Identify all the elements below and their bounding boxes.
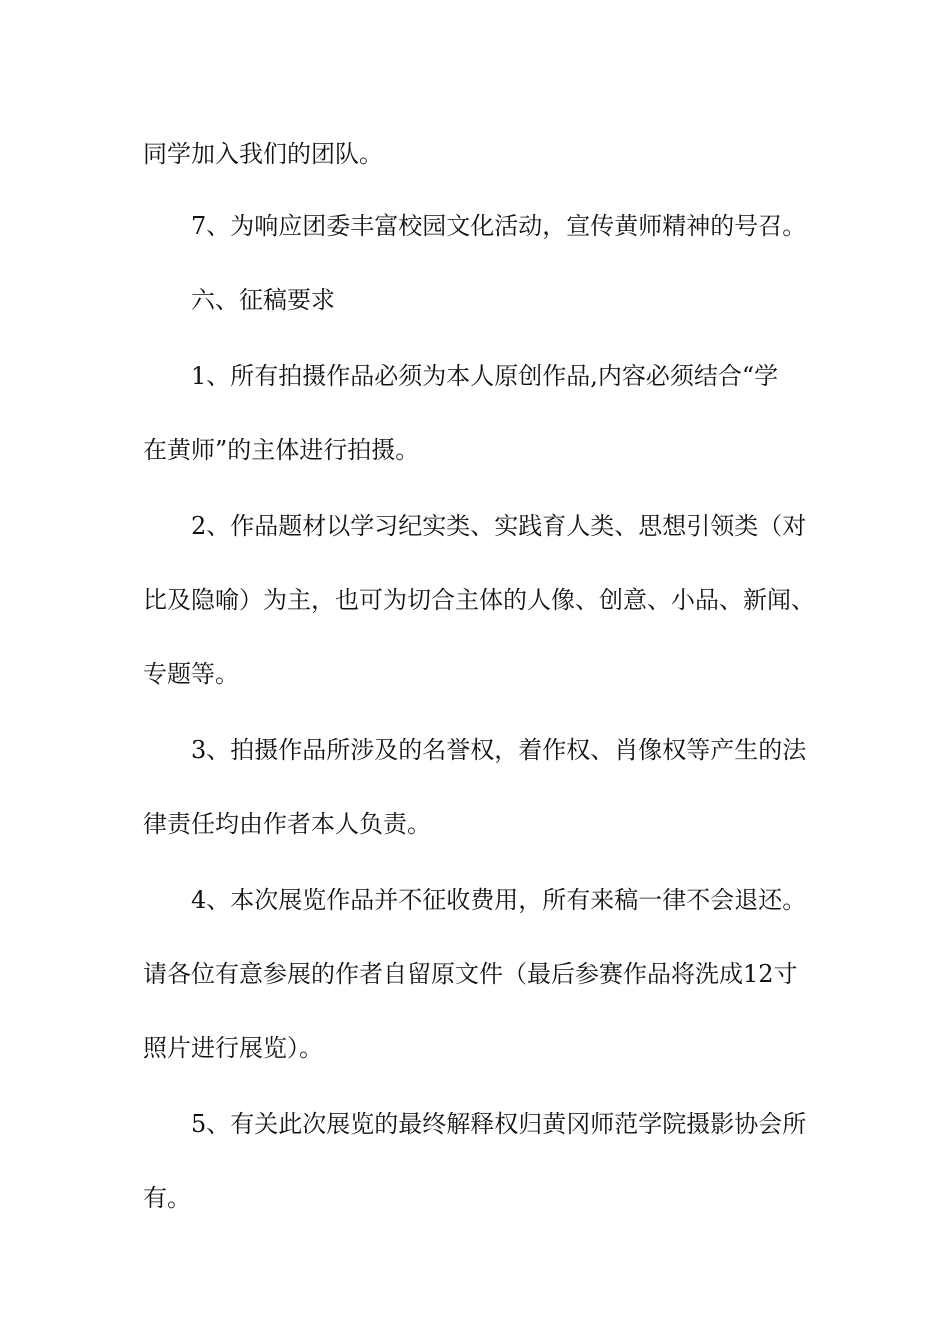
paragraph-line: 5、有关此次展览的最终解释权归黄冈师范学院摄影协会所 [191,1110,807,1138]
paragraph-line: 同学加入我们的团队。 [143,140,383,168]
section-heading: 六、征稿要求 [191,286,335,314]
paragraph-line: 有。 [143,1184,191,1212]
paragraph-line: 7、为响应团委丰富校园文化活动，宣传黄师精神的号召。 [191,212,807,240]
paragraph-line: 3、拍摄作品所涉及的名誉权，着作权、肖像权等产生的法 [191,736,807,764]
paragraph-line: 专题等。 [143,660,239,688]
paragraph-line: 2、作品题材以学习纪实类、实践育人类、思想引领类（对 [191,512,807,540]
paragraph-line: 在黄师”的主体进行拍摄。 [143,436,420,464]
paragraph-line: 照片进行展览）。 [143,1034,323,1062]
paragraph-line: 4、本次展览作品并不征收费用，所有来稿一律不会退还。 [191,886,807,914]
paragraph-line: 比及隐喻）为主，也可为切合主体的人像、创意、小品、新闻、 [143,586,815,614]
paragraph-line: 请各位有意参展的作者自留原文件（最后参赛作品将洗成12寸 [143,960,798,988]
paragraph-line: 1、所有拍摄作品必须为本人原创作品,内容必须结合“学 [191,362,779,390]
paragraph-line: 律责任均由作者本人负责。 [143,810,431,838]
